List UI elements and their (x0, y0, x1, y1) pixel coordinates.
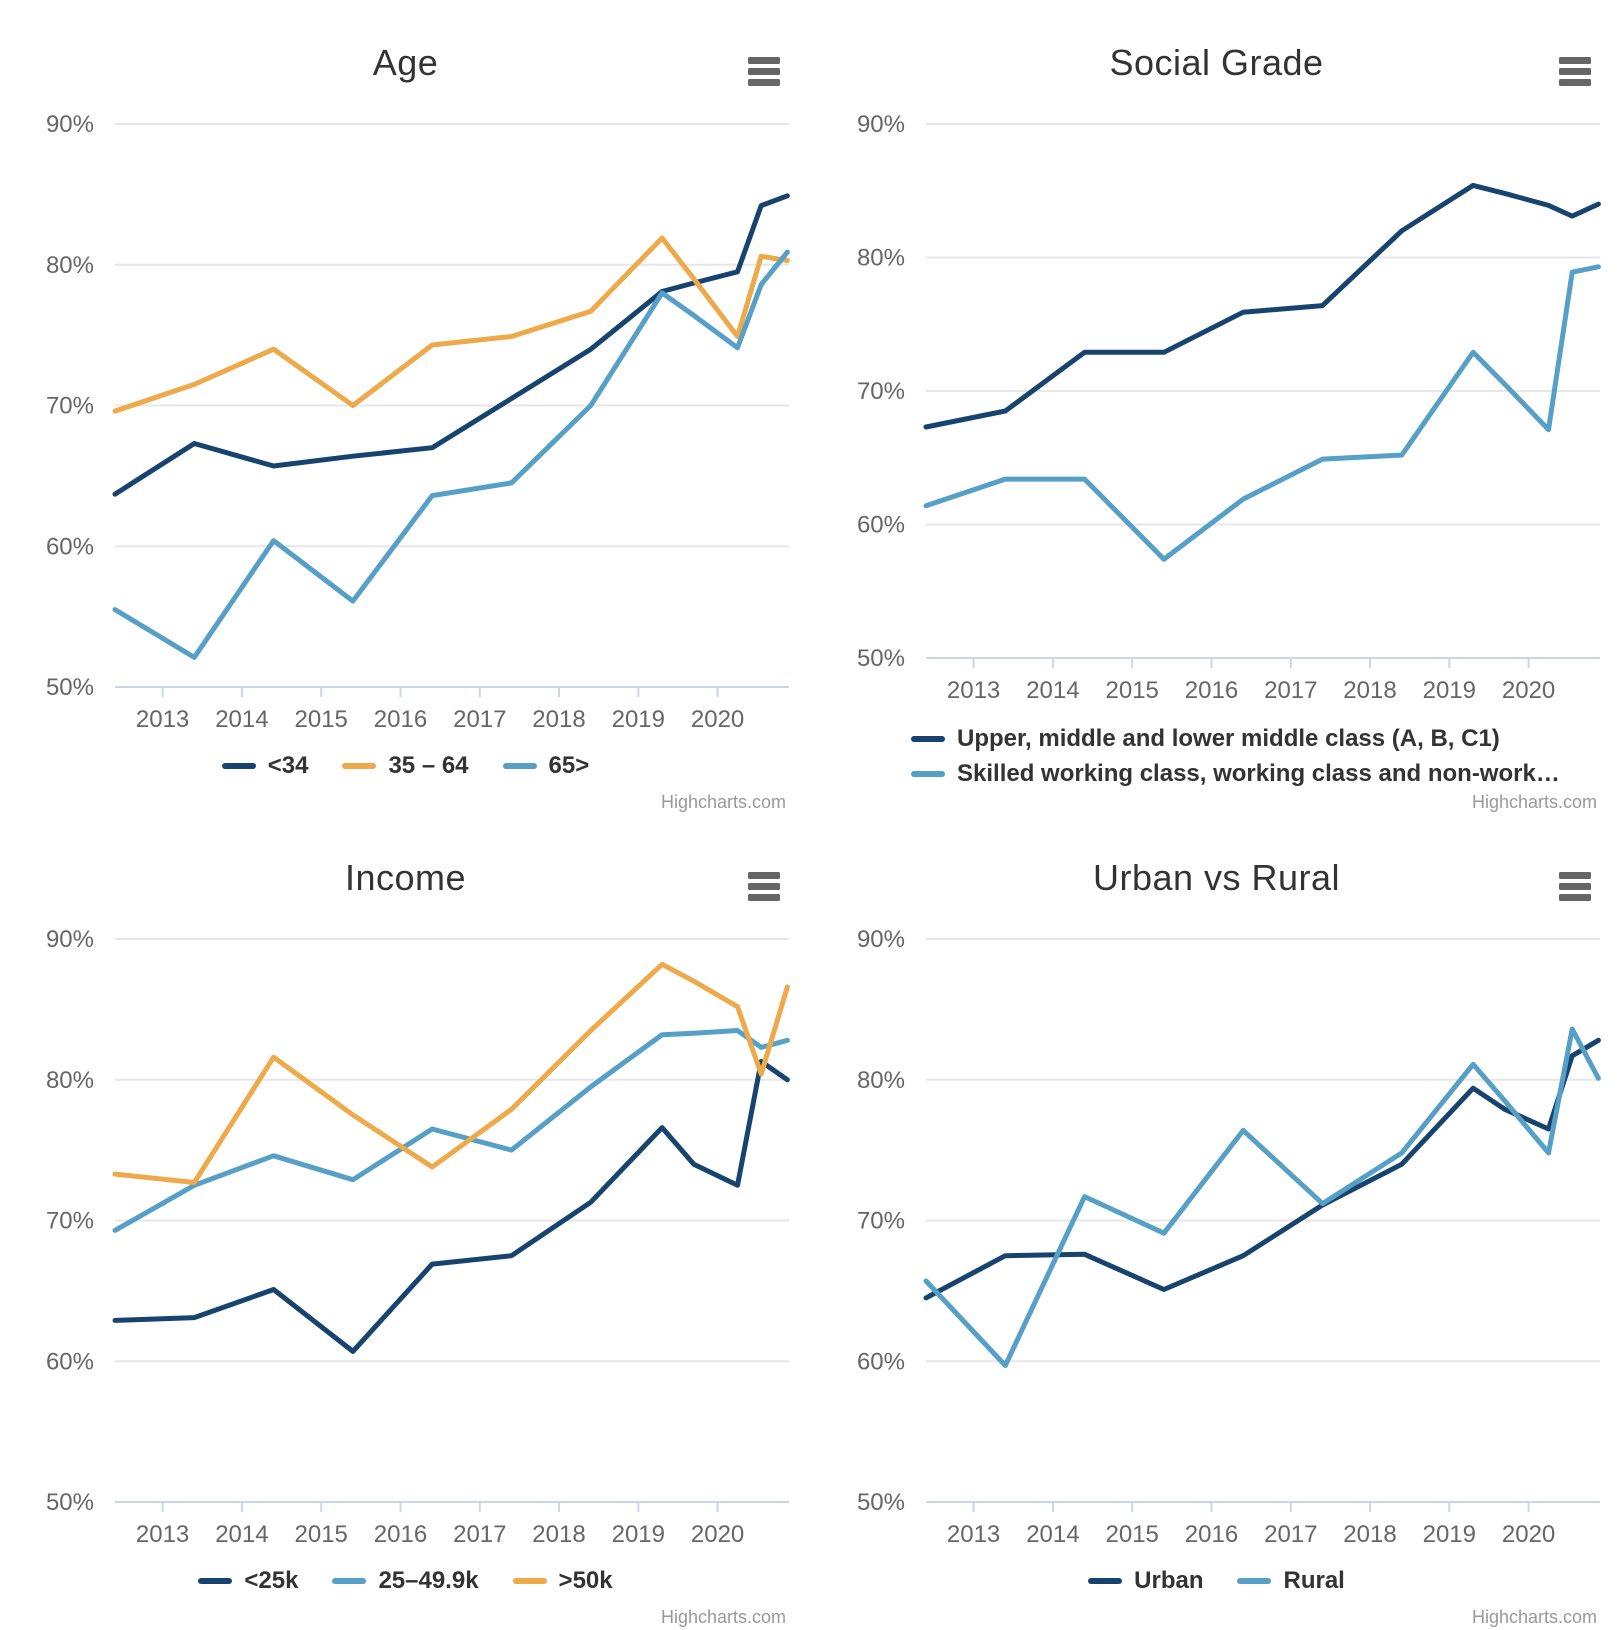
x-axis-label: 2020 (1501, 677, 1556, 704)
menu-icon-bar (748, 894, 780, 901)
y-axis-label: 70% (856, 378, 905, 405)
x-axis-label: 2016 (373, 1521, 428, 1548)
x-axis-label: 2014 (1026, 677, 1080, 704)
hamburger-menu-icon[interactable] (1559, 872, 1591, 901)
y-axis-label: 90% (45, 926, 94, 953)
legend-marker (1237, 1578, 1271, 1584)
menu-icon-bar (748, 872, 780, 879)
legend-urban-vs-rural (811, 1567, 1622, 1595)
x-axis-label: 2019 (611, 1521, 665, 1548)
hamburger-menu-icon[interactable] (748, 872, 780, 901)
x-axis-label: 2018 (1343, 677, 1397, 704)
x-axis-label: 2016 (1184, 677, 1239, 704)
legend-label: 65> (548, 752, 590, 779)
menu-icon-bar (1559, 79, 1591, 86)
series-line-65 (115, 252, 787, 657)
x-axis-label: 2019 (1422, 677, 1476, 704)
legend-marker (332, 1578, 366, 1584)
hamburger-menu-icon[interactable] (748, 57, 780, 86)
menu-icon-bar (748, 883, 780, 890)
highcharts-credits[interactable]: Highcharts.com (660, 1607, 786, 1627)
legend-item-50k[interactable] (513, 1567, 613, 1595)
legend-marker (198, 1578, 232, 1584)
hamburger-menu-icon[interactable] (1559, 57, 1591, 86)
legend-label: >50k (558, 1567, 613, 1594)
series-line-25-49-9k (115, 1031, 787, 1231)
social-grade-plot-area (811, 0, 1622, 815)
highcharts-credits[interactable]: Highcharts.com (660, 792, 786, 812)
menu-icon-bar (1559, 894, 1591, 901)
x-axis-label: 2014 (215, 1521, 269, 1548)
x-axis-label: 2020 (1501, 1521, 1556, 1548)
legend-income (0, 1567, 811, 1595)
chart-title-urban-vs-rural: Urban vs Rural (1092, 857, 1341, 898)
x-axis-label: 2017 (1264, 1521, 1318, 1548)
y-axis-label: 70% (45, 392, 94, 420)
x-axis-label: 2019 (1422, 1521, 1476, 1548)
legend-marker (503, 763, 537, 769)
legend-item-34[interactable] (222, 752, 309, 780)
legend-item-rural[interactable] (1237, 1567, 1344, 1595)
chart-title-age: Age (372, 42, 439, 83)
age-plot-area (0, 0, 811, 815)
chart-age (0, 0, 811, 815)
income-plot-area (0, 815, 811, 1630)
legend-label: 35 – 64 (388, 752, 469, 779)
y-axis-label: 90% (856, 111, 905, 138)
y-axis-label: 60% (45, 1348, 94, 1376)
y-axis-label: 50% (856, 1489, 905, 1516)
y-axis-label: 60% (856, 1348, 905, 1376)
x-axis-label: 2019 (611, 706, 665, 733)
y-axis-label: 60% (856, 511, 905, 539)
legend-item-skilled-working-class-working-class-and-non-work[interactable] (911, 760, 1560, 788)
x-axis-label: 2016 (373, 706, 428, 733)
chart-title-social-grade: Social Grade (1109, 42, 1324, 83)
menu-icon-bar (1559, 872, 1591, 879)
y-axis-label: 80% (856, 1066, 905, 1094)
legend-item-35-64[interactable] (342, 752, 468, 780)
legend-label: Rural (1283, 1567, 1345, 1594)
highcharts-credits[interactable]: Highcharts.com (1471, 1607, 1597, 1627)
x-axis-label: 2013 (135, 1521, 190, 1548)
menu-icon-bar (748, 68, 780, 75)
legend-label: Upper, middle and lower middle class (A, B, C1) (957, 725, 1500, 752)
legend-marker (911, 771, 945, 777)
x-axis-label: 2015 (294, 1521, 348, 1548)
legend-item-urban[interactable] (1088, 1567, 1203, 1595)
series-line-50k (115, 964, 787, 1182)
legend-marker (342, 763, 376, 769)
chart-title-income: Income (344, 857, 467, 898)
x-axis-label: 2017 (1264, 677, 1318, 704)
chart-social-grade (811, 0, 1622, 815)
legend-label: <34 (267, 752, 309, 779)
x-axis-label: 2016 (1184, 1521, 1239, 1548)
x-axis-label: 2014 (1026, 1521, 1080, 1548)
y-axis-label: 90% (45, 111, 94, 138)
x-axis-label: 2018 (532, 706, 586, 733)
menu-icon-bar (1559, 883, 1591, 890)
menu-icon-bar (1559, 57, 1591, 64)
urban-vs-rural-plot-area (811, 815, 1622, 1630)
y-axis-label: 90% (856, 926, 905, 953)
x-axis-label: 2015 (1105, 1521, 1159, 1548)
legend-marker (513, 1578, 547, 1584)
menu-icon-bar (748, 79, 780, 86)
x-axis-label: 2015 (1105, 677, 1159, 704)
legend-item-25-49-9k[interactable] (332, 1567, 478, 1595)
legend-marker (911, 736, 945, 742)
x-axis-label: 2020 (690, 706, 745, 733)
legend-marker (1088, 1578, 1122, 1584)
y-axis-label: 80% (856, 244, 905, 272)
x-axis-label: 2018 (1343, 1521, 1397, 1548)
legend-item-upper-middle-and-lower-middle-class-a-b-c1[interactable] (911, 725, 1500, 753)
menu-icon-bar (1559, 68, 1591, 75)
y-axis-label: 70% (45, 1207, 94, 1235)
chart-urban-vs-rural (811, 815, 1622, 1630)
menu-icon-bar (748, 57, 780, 64)
legend-item-25k[interactable] (198, 1567, 298, 1595)
y-axis-label: 80% (45, 1066, 94, 1094)
y-axis-label: 50% (856, 645, 905, 672)
x-axis-label: 2013 (946, 677, 1001, 704)
legend-label: <25k (244, 1567, 299, 1594)
x-axis-label: 2015 (294, 706, 348, 733)
legend-age (0, 752, 811, 780)
series-line-25k (115, 1062, 787, 1352)
x-axis-label: 2013 (135, 706, 190, 733)
x-axis-label: 2017 (453, 1521, 507, 1548)
x-axis-label: 2017 (453, 706, 507, 733)
highcharts-credits[interactable]: Highcharts.com (1471, 792, 1597, 812)
y-axis-label: 60% (45, 533, 94, 561)
x-axis-label: 2014 (215, 706, 269, 733)
chart-income (0, 815, 811, 1630)
legend-label: Skilled working class, working class and non-work… (957, 760, 1560, 787)
legend-label: 25–49.9k (378, 1567, 479, 1594)
y-axis-label: 80% (45, 251, 94, 279)
y-axis-label: 50% (45, 674, 94, 701)
y-axis-label: 50% (45, 1489, 94, 1516)
legend-social-grade (911, 725, 1560, 788)
x-axis-label: 2020 (690, 1521, 745, 1548)
y-axis-label: 70% (856, 1207, 905, 1235)
x-axis-label: 2013 (946, 1521, 1001, 1548)
legend-marker (222, 763, 256, 769)
legend-label: Urban (1134, 1567, 1204, 1594)
x-axis-label: 2018 (532, 1521, 586, 1548)
legend-item-65[interactable] (503, 752, 590, 780)
